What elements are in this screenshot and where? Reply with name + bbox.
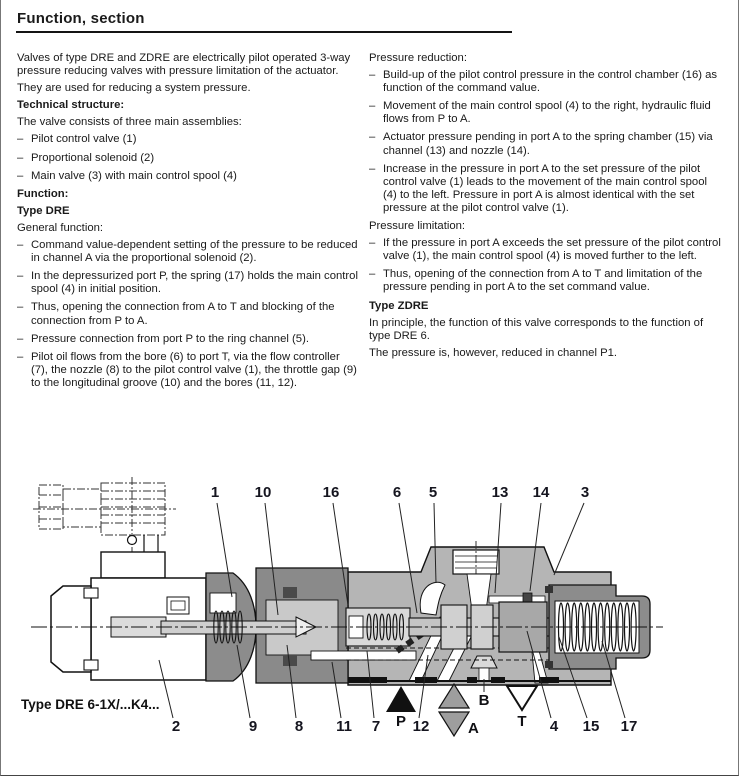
callout-7: 7 bbox=[371, 718, 381, 735]
valve-section-diagram bbox=[1, 455, 739, 776]
page-title: Function, section bbox=[17, 10, 145, 27]
bullet-text: Command value-dependent setting of the pressure to be reduced in channel A via the proportional solenoid (2). bbox=[31, 239, 358, 265]
callout-3: 3 bbox=[580, 484, 590, 501]
bullet-marker: – bbox=[17, 133, 24, 146]
bullet-text: Proportional solenoid (2) bbox=[31, 151, 155, 164]
paragraph: The valve consists of three main assemblies: bbox=[17, 116, 242, 129]
port-p-triangle bbox=[386, 686, 416, 712]
bullet-text: Thus, opening the connection from A to T and blocking of the connection from P to A. bbox=[31, 301, 335, 327]
paragraph: They are used for reducing a system pressure. bbox=[17, 82, 251, 95]
bullet-marker: – bbox=[369, 268, 376, 281]
bullet-marker: – bbox=[369, 162, 376, 175]
bullet-text: Pilot control valve (1) bbox=[31, 133, 137, 146]
callout-9: 9 bbox=[248, 718, 258, 735]
bullet-item bbox=[17, 152, 358, 165]
bullet-marker: – bbox=[369, 69, 376, 82]
diagram-caption: Type DRE 6-1X/...K4... bbox=[21, 697, 160, 712]
bullet-marker: – bbox=[369, 237, 376, 250]
bullet-marker: – bbox=[17, 350, 24, 363]
subheading: Technical structure: bbox=[17, 99, 125, 112]
paragraph: General function: bbox=[17, 221, 104, 234]
port-symbols bbox=[386, 679, 537, 737]
port-a-label: A bbox=[468, 720, 479, 737]
callout-2: 2 bbox=[171, 718, 181, 735]
bullet-marker: – bbox=[17, 239, 24, 252]
callout-6: 6 bbox=[392, 484, 402, 501]
bullet-item bbox=[369, 131, 722, 157]
bullet-text: Movement of the main control spool (4) to the right, hydraulic fluid flows from P to A. bbox=[383, 100, 711, 126]
callout-12: 12 bbox=[412, 718, 430, 735]
subheading: Function: bbox=[17, 187, 69, 200]
bullet-text: Thus, opening of the connection from A to T and limitation of the pressure pending in port A to the set command value. bbox=[383, 268, 703, 294]
bullet-item bbox=[17, 170, 358, 183]
port-p-label: P bbox=[395, 713, 407, 730]
bullet-item bbox=[369, 69, 722, 95]
callout-16: 16 bbox=[322, 484, 340, 501]
paragraph: Pressure limitation: bbox=[369, 220, 466, 233]
bullet-item bbox=[17, 333, 358, 346]
bullet-marker: – bbox=[17, 270, 24, 283]
port-b-label: B bbox=[478, 692, 490, 709]
bullet-text: If the pressure in port A exceeds the set pressure of the pilot control valve (1), the main control spool (4) is moved further to the left. bbox=[383, 237, 721, 263]
callout-1: 1 bbox=[210, 484, 220, 501]
bullet-item bbox=[17, 239, 358, 265]
paragraph: Valves of type DRE and ZDRE are electrically pilot operated 3-way pressure reducing valves with pressure limitation of the actuator. bbox=[17, 52, 351, 78]
callout-17: 17 bbox=[620, 718, 638, 735]
bullet-text: Pressure connection from port P to the ring channel (5). bbox=[31, 332, 309, 345]
bullet-text: Main valve (3) with main control spool (4) bbox=[31, 169, 237, 182]
port-t-triangle bbox=[507, 686, 537, 710]
bullet-text: In the depressurized port P, the spring (17) holds the main control spool (4) in initial position. bbox=[31, 270, 358, 296]
bullet-text: Build-up of the pilot control pressure in the control chamber (16) as function of the command value. bbox=[383, 69, 718, 95]
title-underline bbox=[16, 31, 512, 33]
bullet-marker: – bbox=[17, 332, 24, 345]
bullet-item bbox=[17, 133, 358, 146]
bullet-item bbox=[17, 351, 358, 390]
valve-cross-section-svg bbox=[1, 455, 739, 776]
bullet-marker: – bbox=[369, 131, 376, 144]
port-a-triangle-down bbox=[439, 712, 469, 736]
callout-15: 15 bbox=[582, 718, 600, 735]
pilot-spool-rod bbox=[161, 621, 306, 634]
bullet-text: Pilot oil flows from the bore (6) to port T, via the flow controller (7), the nozzle (8) to the pilot control valve (1), the throttle gap (9) to the longitudinal groove (10) and the bores (11, 12). bbox=[31, 350, 357, 389]
callout-8: 8 bbox=[294, 718, 304, 735]
callout-10: 10 bbox=[254, 484, 272, 501]
callout-4: 4 bbox=[549, 718, 559, 735]
subheading: Type ZDRE bbox=[369, 299, 429, 312]
bullet-item bbox=[369, 268, 722, 294]
bullet-item bbox=[17, 270, 358, 296]
bullet-marker: – bbox=[17, 151, 24, 164]
callout-13: 13 bbox=[491, 484, 509, 501]
callout-11: 11 bbox=[336, 718, 352, 735]
bullet-item bbox=[17, 301, 358, 327]
paragraph: In principle, the function of this valve corresponds to the function of type DRE 6. bbox=[369, 316, 704, 342]
bullet-marker: – bbox=[17, 169, 24, 182]
right-column bbox=[369, 52, 722, 364]
paragraph: The pressure is, however, reduced in channel P1. bbox=[369, 346, 618, 359]
callout-5: 5 bbox=[428, 484, 438, 501]
subheading: Type DRE bbox=[17, 204, 70, 217]
bullet-marker: – bbox=[17, 301, 24, 314]
callout-14: 14 bbox=[532, 484, 550, 501]
bullet-text: Actuator pressure pending in port A to the spring chamber (15) via channel (13) and nozzle (14). bbox=[383, 131, 713, 157]
paragraph: Pressure reduction: bbox=[369, 52, 467, 64]
bullet-item bbox=[369, 237, 722, 263]
port-a-triangle-up bbox=[439, 684, 469, 708]
bullet-item bbox=[369, 163, 722, 215]
port-t-label: T bbox=[517, 713, 527, 730]
proportional-solenoid bbox=[51, 552, 206, 680]
bullet-marker: – bbox=[369, 100, 376, 113]
left-column bbox=[17, 52, 358, 395]
bullet-item bbox=[369, 100, 722, 126]
bullet-text: Increase in the pressure in port A to the set pressure of the pilot control valve (1) leads to the movement of the main control spool (4) to the left. Pressure in port A is almost identical with the set pressure at the pilot control valve (1). bbox=[383, 162, 708, 214]
